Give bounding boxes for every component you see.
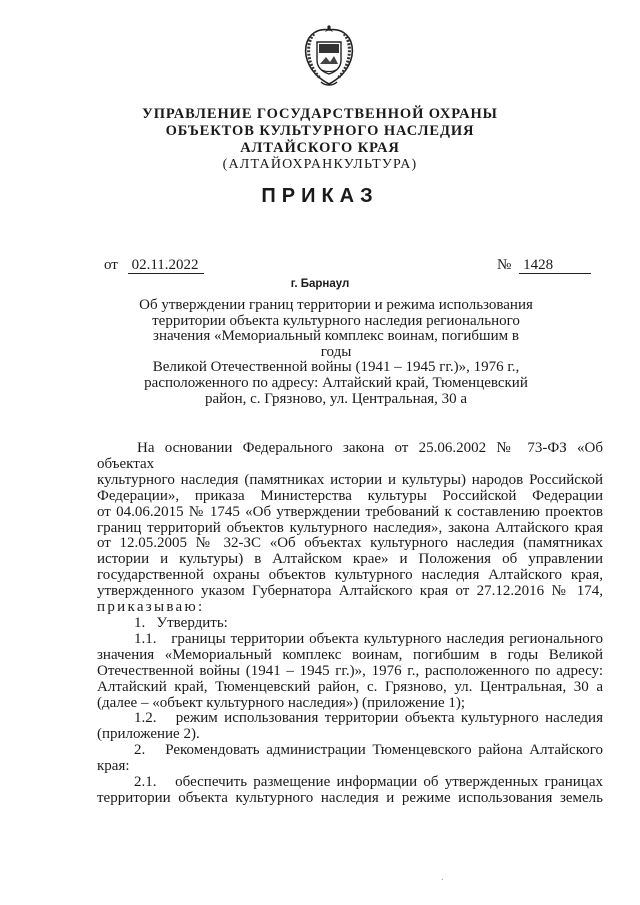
- body-line: края:: [97, 758, 130, 775]
- subject-line: расположенного по адресу: Алтайский край, Тюменцевский: [144, 374, 528, 391]
- clause-2: 2. Рекомендовать администрации Тюменцевского района Алтайского: [134, 742, 603, 759]
- clause-1-2: 1.2. режим использования территории объекта культурного наследия: [134, 710, 603, 727]
- date-prefix: от: [104, 257, 118, 273]
- order-directive: приказываю:: [97, 599, 205, 616]
- body-line: значения «Мемориальный комплекс воинам, погибшим в годы Великой: [97, 646, 603, 663]
- number-prefix: №: [497, 257, 512, 273]
- subject-line: территории объекта культурного наследия регионального: [152, 312, 520, 329]
- subject-line: район, с. Грязново, ул. Центральная, 30 а: [204, 390, 468, 407]
- agency-name-line-2: ОБЪЕКТОВ КУЛЬТУРНОГО НАСЛЕДИЯ: [165, 123, 475, 139]
- body-line: от 12.05.2005 № 32-ЗС «Об объектах культурного наследия (памятниках: [97, 535, 603, 552]
- body-line: Алтайский край, Тюменцевский район, с. Грязново, ул. Центральная, 30 а: [97, 678, 603, 695]
- clause-2-1: 2.1. обеспечить размещение информации об утвержденных границах: [134, 774, 603, 791]
- clause-1-1: 1.1. границы территории объекта культурного наследия регионального: [134, 630, 603, 647]
- date-value: 02.11.2022: [128, 257, 204, 274]
- order-body: [97, 441, 603, 807]
- city-label: г. Барнаул: [290, 278, 350, 290]
- agency-name-line-3: АЛТАЙСКОГО КРАЯ: [240, 140, 400, 156]
- agency-short-name: (АЛТАЙОХРАНКУЛЬТУРА): [222, 157, 418, 172]
- agency-name-line-1: УПРАВЛЕНИЕ ГОСУДАРСТВЕННОЙ ОХРАНЫ: [142, 106, 498, 122]
- body-line: территории объекта культурного наследия и режиме использования земель: [97, 789, 603, 806]
- body-line: утвержденного указом Губернатора Алтайского края от 27.12.2016 № 174,: [97, 583, 603, 600]
- clause-1: 1. Утвердить:: [134, 614, 228, 631]
- body-line: истории и культуры) в Алтайском крае» и Положения об управлении: [97, 551, 603, 568]
- subject-line: значения «Мемориальный комплекс воинам, погибшим в годы: [153, 328, 519, 360]
- body-line: Отечественной войны (1941 – 1945 гг.)», 1976 г., расположенного по адресу:: [97, 662, 603, 679]
- subject-block: [136, 298, 536, 407]
- number-field: [497, 257, 591, 274]
- body-line: от 04.06.2015 № 1745 «Об утверждении требований к составлению проектов: [97, 503, 603, 520]
- body-line: культурного наследия (памятниках истории и культуры) народов Российской: [97, 471, 603, 488]
- number-value: 1428: [519, 257, 591, 274]
- body-line: (приложение 2).: [97, 726, 200, 743]
- document-type-title: ПРИКАЗ: [261, 185, 379, 207]
- body-line: Федерации», приказа Министерства культуры Российской Федерации: [97, 487, 603, 504]
- scan-mark: .: [441, 872, 444, 883]
- body-line: границ территорий объектов культурного наследия», закона Алтайского края: [97, 519, 603, 536]
- subject-line: Великой Отечественной войны (1941 – 1945 гг.)», 1976 г.,: [152, 359, 520, 376]
- date-field: [104, 257, 204, 274]
- subject-line: Об утверждении границ территории и режима использования: [139, 297, 533, 313]
- body-line: (далее – «объект культурного наследия») (приложение 1);: [97, 694, 466, 711]
- coat-of-arms-emblem: [300, 24, 358, 88]
- body-line: государственной охраны объектов культурного наследия Алтайского края,: [97, 567, 603, 584]
- body-line: На основании Федерального закона от 25.06.2002 № 73-ФЗ «Об объектах: [97, 440, 603, 472]
